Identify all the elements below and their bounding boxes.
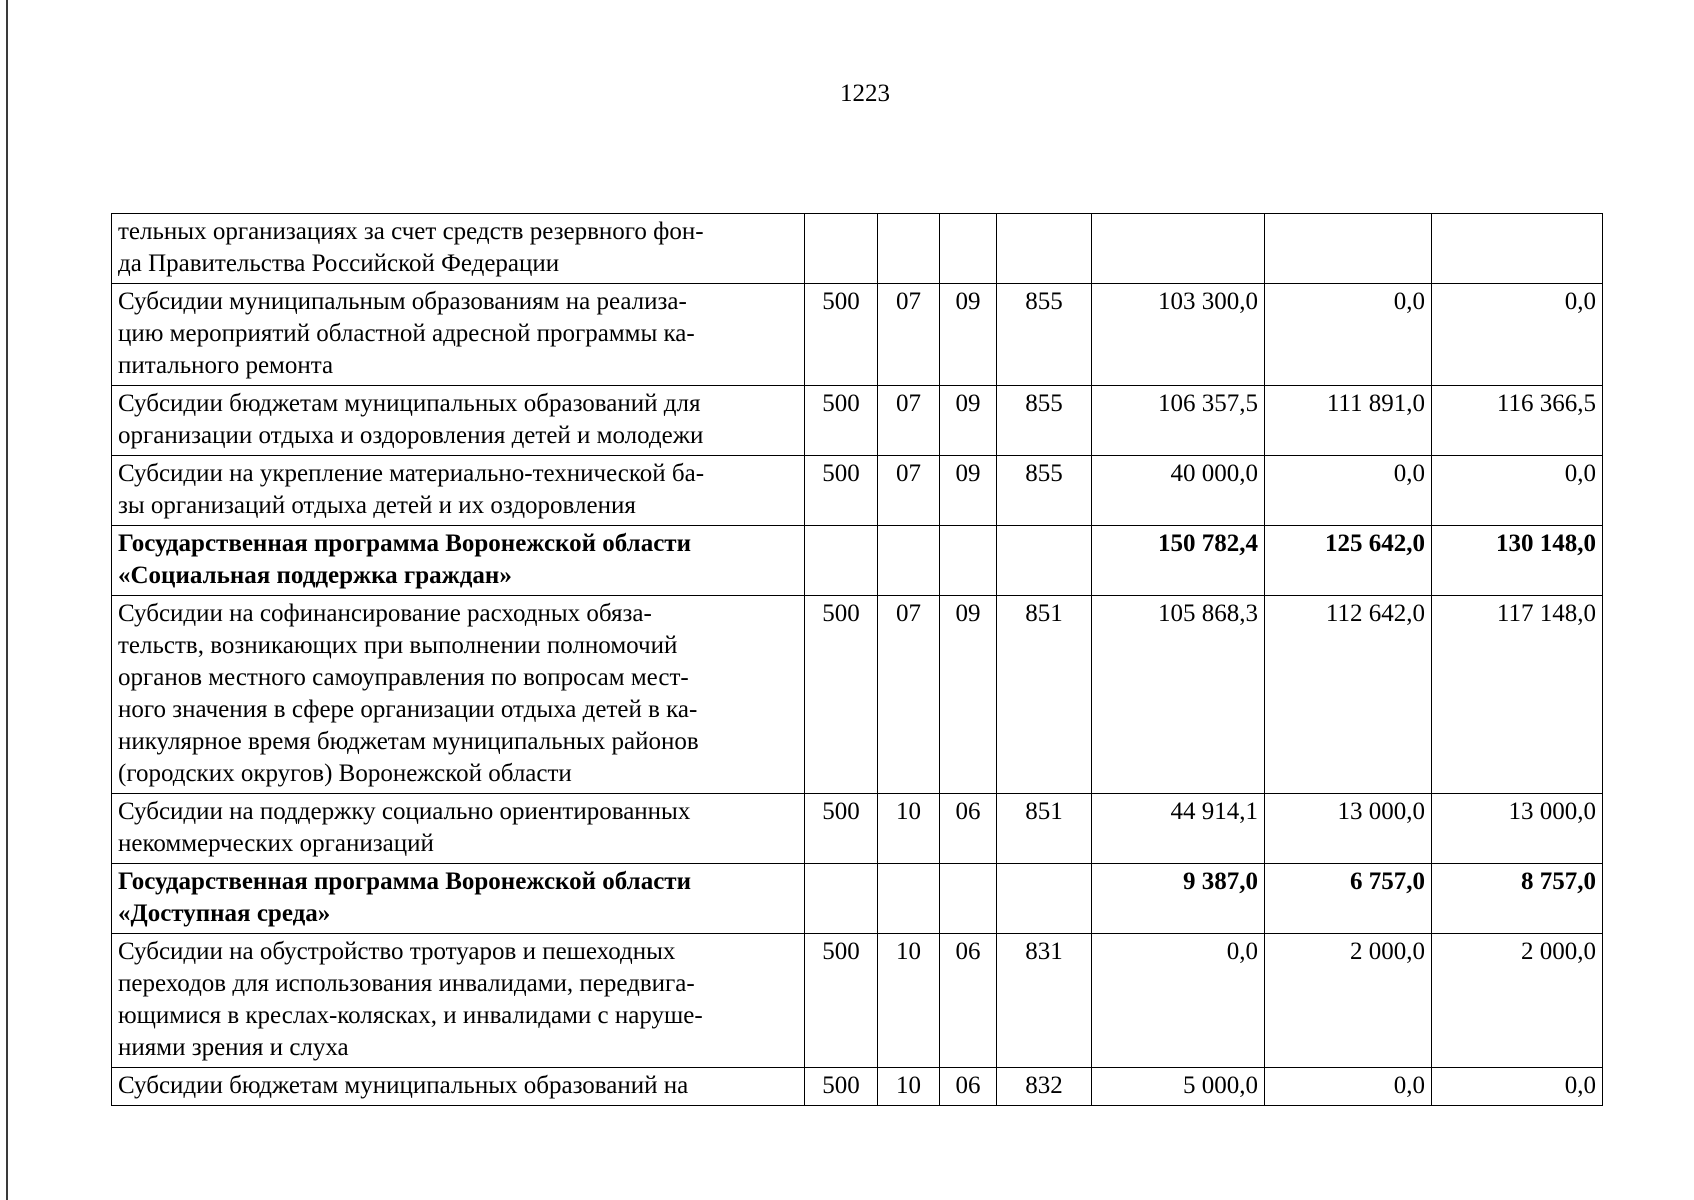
page-number: 1223	[840, 80, 890, 107]
subsection-code	[940, 526, 997, 596]
table-row	[112, 596, 1603, 794]
amount-year-1: 106 357,5	[1092, 386, 1265, 456]
amount-year-1: 9 387,0	[1092, 864, 1265, 934]
table-row	[112, 794, 1603, 864]
row-description	[112, 284, 805, 386]
description-line: «Социальная поддержка граждан»	[118, 562, 512, 589]
expense-type-code: 851	[997, 596, 1092, 794]
grbs-code: 500	[805, 794, 878, 864]
section-code: 07	[878, 284, 940, 386]
description-line: тельных организациях за счет средств резервного фон-	[118, 218, 704, 245]
grbs-code: 500	[805, 596, 878, 794]
amount-year-3: 117 148,0	[1432, 596, 1603, 794]
amount-year-3: 130 148,0	[1432, 526, 1603, 596]
description-line: да Правительства Российской Федерации	[118, 250, 560, 277]
subsection-code: 09	[940, 284, 997, 386]
description-line: Субсидии на поддержку социально ориентированных	[118, 798, 691, 825]
amount-year-3: 0,0	[1432, 284, 1603, 386]
amount-year-2: 13 000,0	[1265, 794, 1432, 864]
grbs-code: 500	[805, 456, 878, 526]
row-description	[112, 596, 805, 794]
description-line: переходов для использования инвалидами, передвига-	[118, 970, 695, 997]
amount-year-3: 13 000,0	[1432, 794, 1603, 864]
row-description	[112, 794, 805, 864]
amount-year-2: 111 891,0	[1265, 386, 1432, 456]
subsection-code	[940, 864, 997, 934]
amount-year-1: 105 868,3	[1092, 596, 1265, 794]
amount-year-1: 0,0	[1092, 934, 1265, 1068]
description-line: Субсидии бюджетам муниципальных образований для	[118, 390, 701, 417]
grbs-code: 500	[805, 1068, 878, 1106]
page-edge-rule	[6, 0, 8, 1200]
grbs-code	[805, 864, 878, 934]
description-line: Субсидии муниципальным образованиям на реализа-	[118, 288, 687, 315]
program-header-row	[112, 864, 1603, 934]
section-code: 10	[878, 794, 940, 864]
expense-type-code: 855	[997, 386, 1092, 456]
amount-year-1	[1092, 214, 1265, 284]
table-row	[112, 386, 1603, 456]
amount-year-2: 0,0	[1265, 456, 1432, 526]
amount-year-1: 44 914,1	[1092, 794, 1265, 864]
amount-year-2: 125 642,0	[1265, 526, 1432, 596]
description-line: Государственная программа Воронежской области	[118, 868, 691, 895]
expense-type-code: 832	[997, 1068, 1092, 1106]
subsection-code: 09	[940, 456, 997, 526]
description-line: никулярное время бюджетам муниципальных районов	[118, 728, 699, 755]
description-line: Субсидии на укрепление материально-технической ба-	[118, 460, 705, 487]
expense-type-code: 855	[997, 456, 1092, 526]
row-description	[112, 456, 805, 526]
table-row	[112, 1068, 1603, 1106]
subsection-code: 06	[940, 794, 997, 864]
amount-year-2: 0,0	[1265, 284, 1432, 386]
description-line: организации отдыха и оздоровления детей и молодежи	[118, 422, 704, 449]
table-row	[112, 456, 1603, 526]
program-header-row	[112, 526, 1603, 596]
amount-year-2: 112 642,0	[1265, 596, 1432, 794]
description-line: тельств, возникающих при выполнении полномочий	[118, 632, 678, 659]
subsection-code	[940, 214, 997, 284]
grbs-code	[805, 214, 878, 284]
description-line: зы организаций отдыха детей и их оздоровления	[118, 492, 636, 519]
section-code: 07	[878, 596, 940, 794]
section-code: 10	[878, 934, 940, 1068]
expense-type-code	[997, 864, 1092, 934]
amount-year-3: 0,0	[1432, 456, 1603, 526]
expense-type-code: 851	[997, 794, 1092, 864]
table-row	[112, 284, 1603, 386]
amount-year-3: 116 366,5	[1432, 386, 1603, 456]
description-line: Субсидии бюджетам муниципальных образований на	[118, 1072, 689, 1099]
row-description	[112, 214, 805, 284]
subsection-code: 09	[940, 386, 997, 456]
row-description	[112, 1068, 805, 1106]
amount-year-2: 2 000,0	[1265, 934, 1432, 1068]
amount-year-1: 5 000,0	[1092, 1068, 1265, 1106]
description-line: Государственная программа Воронежской области	[118, 530, 691, 557]
expense-type-code: 831	[997, 934, 1092, 1068]
amount-year-1: 40 000,0	[1092, 456, 1265, 526]
section-code	[878, 214, 940, 284]
section-code: 07	[878, 386, 940, 456]
description-line: (городских округов) Воронежской области	[118, 760, 572, 787]
amount-year-3: 8 757,0	[1432, 864, 1603, 934]
expense-type-code	[997, 526, 1092, 596]
subsection-code: 06	[940, 934, 997, 1068]
row-description	[112, 526, 805, 596]
row-description	[112, 864, 805, 934]
row-description	[112, 386, 805, 456]
section-code: 07	[878, 456, 940, 526]
grbs-code: 500	[805, 934, 878, 1068]
expense-type-code	[997, 214, 1092, 284]
description-line: органов местного самоуправления по вопросам мест-	[118, 664, 689, 691]
amount-year-2	[1265, 214, 1432, 284]
description-line: некоммерческих организаций	[118, 830, 434, 857]
subsection-code: 06	[940, 1068, 997, 1106]
amount-year-2: 6 757,0	[1265, 864, 1432, 934]
section-code	[878, 864, 940, 934]
budget-table	[111, 213, 1603, 1106]
amount-year-3: 0,0	[1432, 1068, 1603, 1106]
amount-year-1: 150 782,4	[1092, 526, 1265, 596]
grbs-code: 500	[805, 386, 878, 456]
description-line: питального ремонта	[118, 352, 334, 379]
table-row	[112, 214, 1603, 284]
amount-year-1: 103 300,0	[1092, 284, 1265, 386]
section-code: 10	[878, 1068, 940, 1106]
description-line: Субсидии на софинансирование расходных обяза-	[118, 600, 652, 627]
table-row	[112, 934, 1603, 1068]
budget-table-body	[112, 214, 1603, 1106]
row-description	[112, 934, 805, 1068]
expense-type-code: 855	[997, 284, 1092, 386]
description-line: ного значения в сфере организации отдыха детей в ка-	[118, 696, 698, 723]
description-line: ющимися в креслах-колясках, и инвалидами с наруше-	[118, 1002, 703, 1029]
description-line: цию мероприятий областной адресной программы ка-	[118, 320, 695, 347]
grbs-code	[805, 526, 878, 596]
amount-year-3	[1432, 214, 1603, 284]
description-line: ниями зрения и слуха	[118, 1034, 349, 1061]
description-line: «Доступная среда»	[118, 900, 331, 927]
amount-year-2: 0,0	[1265, 1068, 1432, 1106]
subsection-code: 09	[940, 596, 997, 794]
grbs-code: 500	[805, 284, 878, 386]
section-code	[878, 526, 940, 596]
description-line: Субсидии на обустройство тротуаров и пешеходных	[118, 938, 676, 965]
amount-year-3: 2 000,0	[1432, 934, 1603, 1068]
